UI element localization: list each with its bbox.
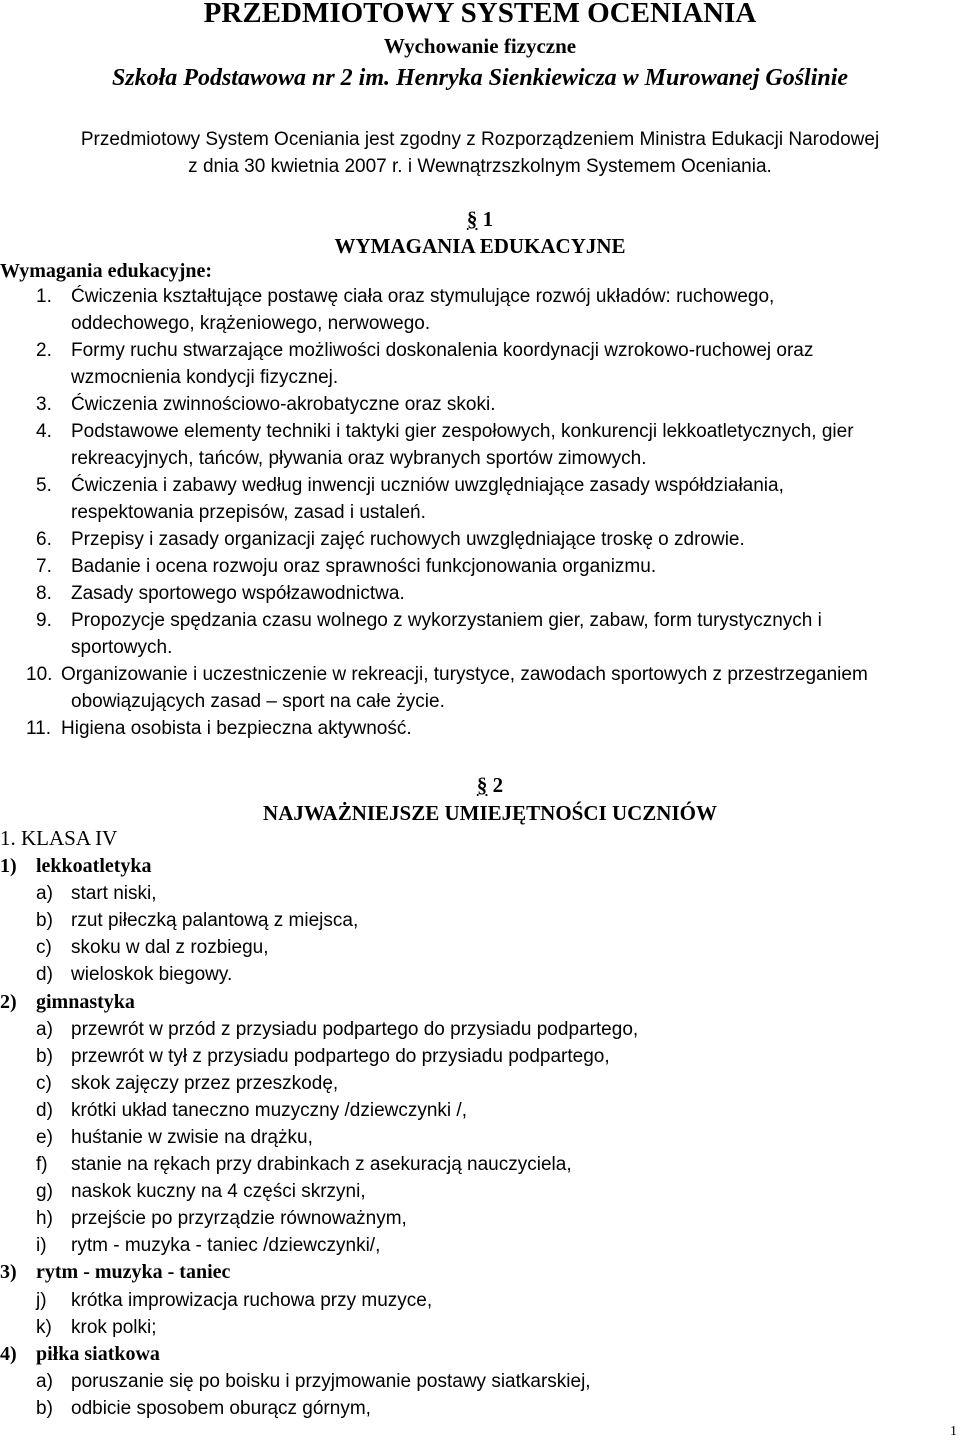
skill-item-text: wieloskok biegowy. (71, 964, 233, 985)
section-symbol: § (466, 207, 478, 231)
skill-item (36, 1178, 366, 1205)
skill-item-letter: a) (36, 883, 53, 904)
skill-item-letter: a) (36, 1019, 53, 1040)
skill-item-text: skoku w dal z rozbiegu, (71, 937, 269, 958)
skill-item-text: stanie na rękach przy drabinkach z asekuracją nauczyciela, (71, 1154, 572, 1175)
requirement-number: 9. (36, 610, 52, 631)
section-1-number (0, 206, 960, 232)
requirement-number: 10. (26, 664, 53, 685)
requirement-text: Formy ruchu stwarzające możliwości doskonalenia koordynacji wzrokowo-ruchowej oraz (71, 340, 814, 361)
skill-item (36, 907, 358, 934)
school-name: Szkoła Podstawowa nr 2 im. Henryka Sienkiewicza w Murowanej Goślinie (111, 65, 849, 91)
skill-item-letter: i) (36, 1235, 47, 1256)
document-title: PRZEDMIOTOWY SYSTEM OCENIANIA (203, 0, 757, 29)
requirement-item-continuation (36, 499, 426, 526)
skill-item (36, 1124, 313, 1151)
skill-item-text: krótka improwizacja ruchowa przy muzyce, (71, 1290, 433, 1311)
skill-item-text: odbicie sposobem oburącz górnym, (71, 1398, 371, 1419)
skill-item (36, 1205, 407, 1232)
requirement-number: 8. (36, 583, 52, 604)
skill-group-name: lekkoatletyka (36, 855, 152, 877)
skill-item-text: krok polki; (71, 1317, 157, 1338)
requirement-text: Podstawowe elementy techniki i taktyki gier zespołowych, konkurencji lekkoatletycznych, gier (71, 421, 854, 442)
skill-item-letter: b) (36, 1046, 53, 1067)
skill-item-letter: c) (36, 1073, 52, 1094)
skill-item-letter: d) (36, 1100, 53, 1121)
skill-item (36, 1043, 610, 1070)
skill-item-text: przejście po przyrządzie równoważnym, (71, 1208, 407, 1229)
requirement-item (26, 715, 412, 742)
requirement-text: wzmocnienia kondycji fizycznej. (71, 367, 339, 388)
skill-group-heading (0, 989, 135, 1016)
requirement-item (36, 607, 822, 634)
section-2-title: NAJWAŻNIEJSZE UMIEJĘTNOŚCI UCZNIÓW (263, 801, 717, 825)
skill-item (36, 1368, 591, 1395)
skill-item-letter: e) (36, 1127, 53, 1148)
skill-item-text: rzut piłeczką palantową z miejsca, (71, 910, 359, 931)
section-number: 1 (482, 207, 494, 231)
skill-item (36, 1070, 338, 1097)
requirement-text: Ćwiczenia kształtujące postawę ciała oraz stymulujące rozwój układów: ruchowego, (71, 286, 775, 307)
requirement-item-continuation (36, 634, 172, 661)
skill-group-label: 3) (0, 1261, 17, 1283)
skill-group-label: 4) (0, 1343, 17, 1365)
requirements-subtitle: Wymagania edukacyjne: (0, 260, 213, 282)
skill-item-letter: h) (36, 1208, 53, 1229)
skill-item-letter: j) (36, 1290, 47, 1311)
intro-line-2: z dnia 30 kwietnia 2007 r. i Wewnątrzszkolnym Systemem Oceniania. (188, 156, 772, 177)
requirement-item-continuation (36, 364, 338, 391)
section-2-number (10, 772, 960, 798)
requirement-item (36, 337, 813, 364)
intro-line-1: Przedmiotowy System Oceniania jest zgodny z Rozporządzeniem Ministra Edukacji Narodowej (80, 129, 880, 150)
skill-group-name: gimnastyka (36, 991, 135, 1013)
requirement-text: respektowania przepisów, zasad i ustaleń. (71, 502, 426, 523)
skill-item (36, 934, 269, 961)
skill-group-heading (0, 1341, 160, 1368)
requirement-text: Propozycje spędzania czasu wolnego z wykorzystaniem gier, zabaw, form turystycznych i (71, 610, 822, 631)
requirement-text: Ćwiczenia zwinnościowo-akrobatyczne oraz skoki. (71, 394, 496, 415)
requirement-number: 4. (36, 421, 52, 442)
requirement-text: Organizowanie i uczestniczenie w rekreacji, turystyce, zawodach sportowych z przestrzeganiem (61, 664, 868, 685)
skill-item-letter: a) (36, 1371, 53, 1392)
skill-group-name: piłka siatkowa (36, 1343, 160, 1365)
requirement-text: Zasady sportowego współzawodnictwa. (71, 583, 405, 604)
requirement-item (36, 391, 496, 418)
requirement-text: rekreacyjnych, tańców, pływania oraz wybranych sportów zimowych. (71, 448, 647, 469)
skill-item-text: huśtanie w zwisie na drążku, (71, 1127, 313, 1148)
requirement-item-continuation (36, 688, 445, 715)
skill-item-text: rytm - muzyka - taniec /dziewczynki/, (71, 1235, 381, 1256)
skill-item (36, 1016, 638, 1043)
skill-item (36, 1395, 371, 1422)
requirement-item (36, 472, 784, 499)
requirement-number: 3. (36, 394, 52, 415)
requirement-number: 2. (36, 340, 52, 361)
skill-item-text: start niski, (71, 883, 157, 904)
requirement-item-continuation (36, 445, 647, 472)
requirement-number: 11. (26, 718, 52, 739)
requirement-number: 5. (36, 475, 52, 496)
skill-item (36, 880, 157, 907)
skill-item-letter: d) (36, 964, 53, 985)
intro-paragraph (0, 126, 960, 180)
requirement-number: 1. (36, 286, 52, 307)
requirement-text: sportowych. (71, 637, 173, 658)
skill-item (36, 1097, 467, 1124)
skill-item-letter: f) (36, 1154, 48, 1175)
skill-group-heading (0, 853, 152, 880)
page-number: 1 (950, 1424, 957, 1439)
skill-item-letter: k) (36, 1317, 52, 1338)
section-1-title: WYMAGANIA EDUKACYJNE (334, 234, 626, 258)
requirement-number: 7. (36, 556, 52, 577)
requirement-item (36, 418, 854, 445)
skill-item (36, 1151, 572, 1178)
skill-item (36, 1287, 432, 1314)
requirement-item (36, 553, 656, 580)
skill-item-text: przewrót w przód z przysiadu podpartego do przysiadu podpartego, (71, 1019, 639, 1040)
skill-item-text: przewrót w tył z przysiadu podpartego do przysiadu podpartego, (71, 1046, 610, 1067)
skill-item-letter: b) (36, 1398, 53, 1419)
skill-item-text: poruszanie się po boisku i przyjmowanie postawy siatkarskiej, (71, 1371, 591, 1392)
section-symbol: § (476, 773, 488, 797)
skill-item-letter: c) (36, 937, 52, 958)
skill-item-text: skok zajęczy przez przeszkodę, (71, 1073, 339, 1094)
requirement-text: Badanie i ocena rozwoju oraz sprawności funkcjonowania organizmu. (71, 556, 657, 577)
requirement-text: Przepisy i zasady organizacji zajęć ruchowych uwzględniające troskę o zdrowie. (71, 529, 745, 550)
requirement-item-continuation (36, 310, 430, 337)
requirement-item (36, 526, 745, 553)
skill-group-label: 2) (0, 991, 17, 1013)
requirement-text: oddechowego, krążeniowego, nerwowego. (71, 313, 431, 334)
skill-item-text: krótki układ taneczno muzyczny /dziewczynki /, (71, 1100, 467, 1121)
requirement-text: obowiązujących zasad – sport na całe życie. (71, 691, 445, 712)
skill-item-letter: g) (36, 1181, 53, 1202)
section-number: 2 (492, 773, 504, 797)
class-heading: 1. KLASA IV (0, 826, 118, 850)
skill-group-name: rytm - muzyka - taniec (36, 1261, 231, 1283)
skill-group-label: 1) (0, 855, 17, 877)
skill-item (36, 961, 232, 988)
requirement-text: Higiena osobista i bezpieczna aktywność. (61, 718, 412, 739)
skill-item-letter: b) (36, 910, 53, 931)
requirement-number: 6. (36, 529, 52, 550)
requirement-text: Ćwiczenia i zabawy według inwencji uczniów uwzględniające zasady współdziałania, (71, 475, 784, 496)
requirement-item (36, 283, 774, 310)
skill-item (36, 1314, 157, 1341)
requirement-item (26, 661, 868, 688)
subject-title: Wychowanie fizyczne (383, 34, 577, 58)
requirement-item (36, 580, 405, 607)
skill-group-heading (0, 1259, 230, 1286)
skill-item (36, 1232, 380, 1259)
skill-item-text: naskok kuczny na 4 części skrzyni, (71, 1181, 366, 1202)
